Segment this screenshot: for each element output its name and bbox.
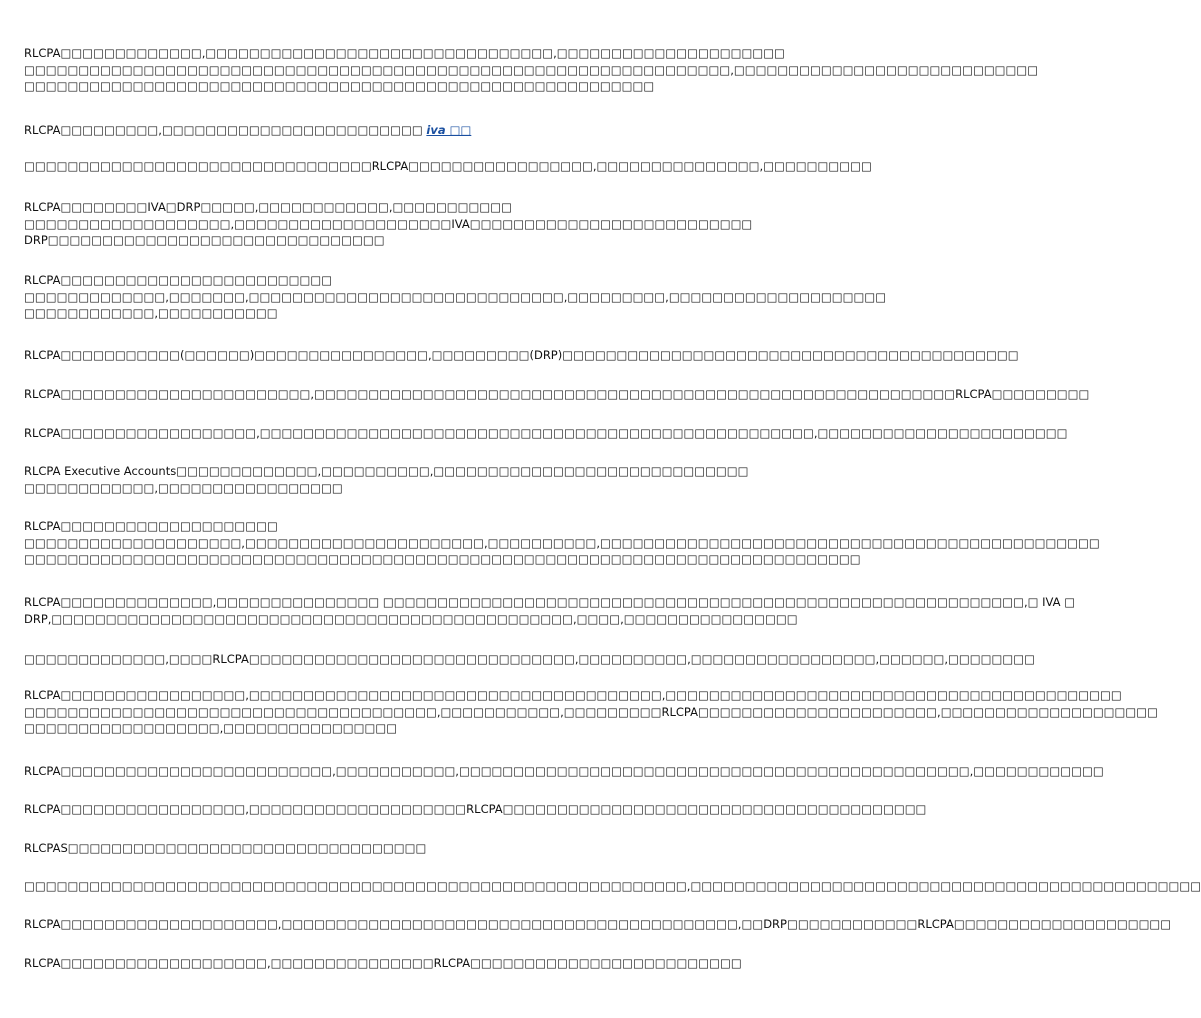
text-line: DRP□□□□□□□□□□□□□□□□□□□□□□□□□□□□□□□ (24, 233, 385, 247)
text-line: □□□□□□□□□□□□□□□□□□□□□□□□□□□□□□□□□□□□□□□□□□□□□□□□□□□□□□□□□□ (24, 79, 655, 93)
text-line: DRP,□□□□□□□□□□□□□□□□□□□□□□□□□□□□□□□□□□□□□□□□□□□□□□□□,□□□□,□□□□□□□□□□□□□□□□ (24, 611, 798, 626)
paragraph (24, 955, 742, 972)
paragraph-intro (24, 45, 1039, 95)
text-line: RLCPA□□□□□□□□□□□□□□□□□,□□□□□□□□□□□□□□□□□□□□□□□□□□□□□□□□□□□□□□,□□□□□□□□□□□□□□□□□□□□□□□□□□□□□□□□□□□□□□□□□□ (24, 688, 1122, 702)
text-line: □□□□□□□□□□□□,□□□□□□□□□□□ (24, 306, 278, 320)
text-line: □□□□□□□□□□□□□□□□□□□□□□□□□□□□□□□□□□□□□□,□□□□□□□□□□□,□□□□□□□□□RLCPA□□□□□□□□□□□□□□□□□□□□□□,□□□□□□□□□□□□□□□□□□□□ (24, 704, 1159, 719)
text-line: □□□□□□□□□□□□□□□□□□□□□□□□□□□□□□□□□□□□□□□□□□□□□□□□□□□□□□□□□□□□□,□□□□□□□□□□□□□□□□□□□□□□□□□□□□□□□□□□□□□□□□□□□□□□□ (24, 879, 1201, 893)
paragraph (24, 272, 887, 322)
paragraph (24, 763, 1104, 780)
iva-link[interactable]: iva □□ (426, 123, 472, 137)
text-line: RLCPA□□□□□□□□□□□(□□□□□□)□□□□□□□□□□□□□□□□,□□□□□□□□□(DRP)□□□□□□□□□□□□□□□□□□□□□□□□□□□□□□□□□□□□□□□□□□ (24, 348, 1019, 362)
text-line: RLCPA□□□□□□□□□□□□□,□□□□□□□□□□□□□□□□□□□□□□□□□□□□□□□□,□□□□□□□□□□□□□□□□□□□□□ (24, 46, 785, 60)
text-line: RLCPA□□□□□□□□□□□□□□□□□□□,□□□□□□□□□□□□□□□RLCPA□□□□□□□□□□□□□□□□□□□□□□□□□ (24, 956, 742, 970)
text-run: RLCPA□□□□□□□□□,□□□□□□□□□□□□□□□□□□□□□□□□ (24, 123, 427, 137)
paragraph (24, 347, 1019, 364)
text-line: □□□□□□□□□□□□,□□□□□□□□□□□□□□□□□ (24, 480, 343, 495)
paragraph (24, 158, 872, 175)
text-line: RLCPA□□□□□□□□□□□□□□□□□□□□,□□□□□□□□□□□□□□□□□□□□□□□□□□□□□□□□□□□□□□□□□□,□□DRP□□□□□□□□□□□□RLCPA□□□□□□□□□□□□□□□□□□□□ (24, 917, 1172, 931)
text-line: □□□□□□□□□□□□□,□□□□□□□,□□□□□□□□□□□□□□□□□□□□□□□□□□□□□,□□□□□□□□□,□□□□□□□□□□□□□□□□□□□□ (24, 289, 887, 304)
paragraph (24, 518, 1100, 568)
text-line (24, 122, 714, 139)
paragraph (24, 840, 714, 857)
text-line: RLCPA□□□□□□□□□□□□□□□□□□□□ (24, 519, 278, 533)
text-line: RLCPA□□□□□□□□□□□□□□□□□□□□□□□□□ (24, 273, 333, 287)
text-line: RLCPAS□□□□□□□□□□□□□□□□□□□□□□□□□□□□□□□□□ (24, 841, 427, 855)
text-line: □□□□□□□□□□□□□□□□□□□,□□□□□□□□□□□□□□□□□□□□IVA□□□□□□□□□□□□□□□□□□□□□□□□□□ (24, 216, 753, 231)
paragraph (24, 687, 1159, 737)
paragraph (24, 651, 1035, 668)
text-line: □□□□□□□□□□□□□,□□□□RLCPA□□□□□□□□□□□□□□□□□□□□□□□□□□□□□□,□□□□□□□□□□,□□□□□□□□□□□□□□□□□,□□□□□□,□□□□□□□□ (24, 652, 1035, 666)
text-line: RLCPA□□□□□□□□□□□□□□□□□□□□□□□,□□□□□□□□□□□□□□□□□□□□□□□□□□□□□□□□□□□□□□□□□□□□□□□□□□□□□□□□□□□RLCPA□□□□□□□□□ (24, 387, 1090, 401)
paragraph-with-link (24, 122, 714, 139)
text-line: □□□□□□□□□□□□□□□□□□□□□□□□□□□□□□□□□□□□□□□□□□□□□□□□□□□□□□□□□□□□□□□□□□□□□□□□□□□□□ (24, 552, 861, 566)
text-line: □□□□□□□□□□□□□□□□□□,□□□□□□□□□□□□□□□□ (24, 721, 398, 735)
text-line: RLCPA□□□□□□□□□□□□□□,□□□□□□□□□□□□□□□ □□□□□□□□□□□□□□□□□□□□□□□□□□□□□□□□□□□□□□□□□□□□□□□□□□□□□□□□□□□,□ IVA □ (24, 595, 1076, 609)
text-line: RLCPA□□□□□□□□□□□□□□□□□,□□□□□□□□□□□□□□□□□□□□RLCPA□□□□□□□□□□□□□□□□□□□□□□□□□□□□□□□□□□□□□□□ (24, 802, 927, 816)
paragraph (24, 425, 1068, 442)
text-line: RLCPA□□□□□□□□□□□□□□□□□□□□□□□□□,□□□□□□□□□□□,□□□□□□□□□□□□□□□□□□□□□□□□□□□□□□□□□□□□□□□□□□□□□□□,□□□□□□□□□□□□ (24, 764, 1104, 778)
paragraph (24, 801, 927, 818)
text-line: □□□□□□□□□□□□□□□□□□□□□□□□□□□□□□□□RLCPA□□□□□□□□□□□□□□□□□,□□□□□□□□□□□□□□□,□□□□□□□□□□ (24, 159, 872, 173)
paragraph (24, 916, 1172, 933)
paragraph (24, 594, 1076, 627)
paragraph (24, 386, 1090, 403)
text-line: □□□□□□□□□□□□□□□□□□□□,□□□□□□□□□□□□□□□□□□□□□□,□□□□□□□□□□,□□□□□□□□□□□□□□□□□□□□□□□□□□□□□□□□□□□□□□□□□□□□□□ (24, 535, 1100, 550)
paragraph (24, 878, 1201, 895)
paragraph (24, 199, 753, 249)
text-line: RLCPA□□□□□□□□IVA□DRP□□□□□,□□□□□□□□□□□□,□□□□□□□□□□□ (24, 200, 512, 214)
text-line: RLCPA□□□□□□□□□□□□□□□□□□,□□□□□□□□□□□□□□□□□□□□□□□□□□□□□□□□□□□□□□□□□□□□□□□□□□□,□□□□□□□□□□□□□□□□□□□□□□□ (24, 426, 1068, 440)
text-line: RLCPA Executive Accounts□□□□□□□□□□□□□,□□□□□□□□□□,□□□□□□□□□□□□□□□□□□□□□□□□□□□□□ (24, 464, 749, 478)
text-line: □□□□□□□□□□□□□□□□□□□□□□□□□□□□□□□□□□□□□□□□□□□□□□□□□□□□□□□□□□□□□□□□□,□□□□□□□□□□□□□□□□□□□□□□□□□□□□ (24, 62, 1039, 77)
paragraph (24, 463, 749, 496)
